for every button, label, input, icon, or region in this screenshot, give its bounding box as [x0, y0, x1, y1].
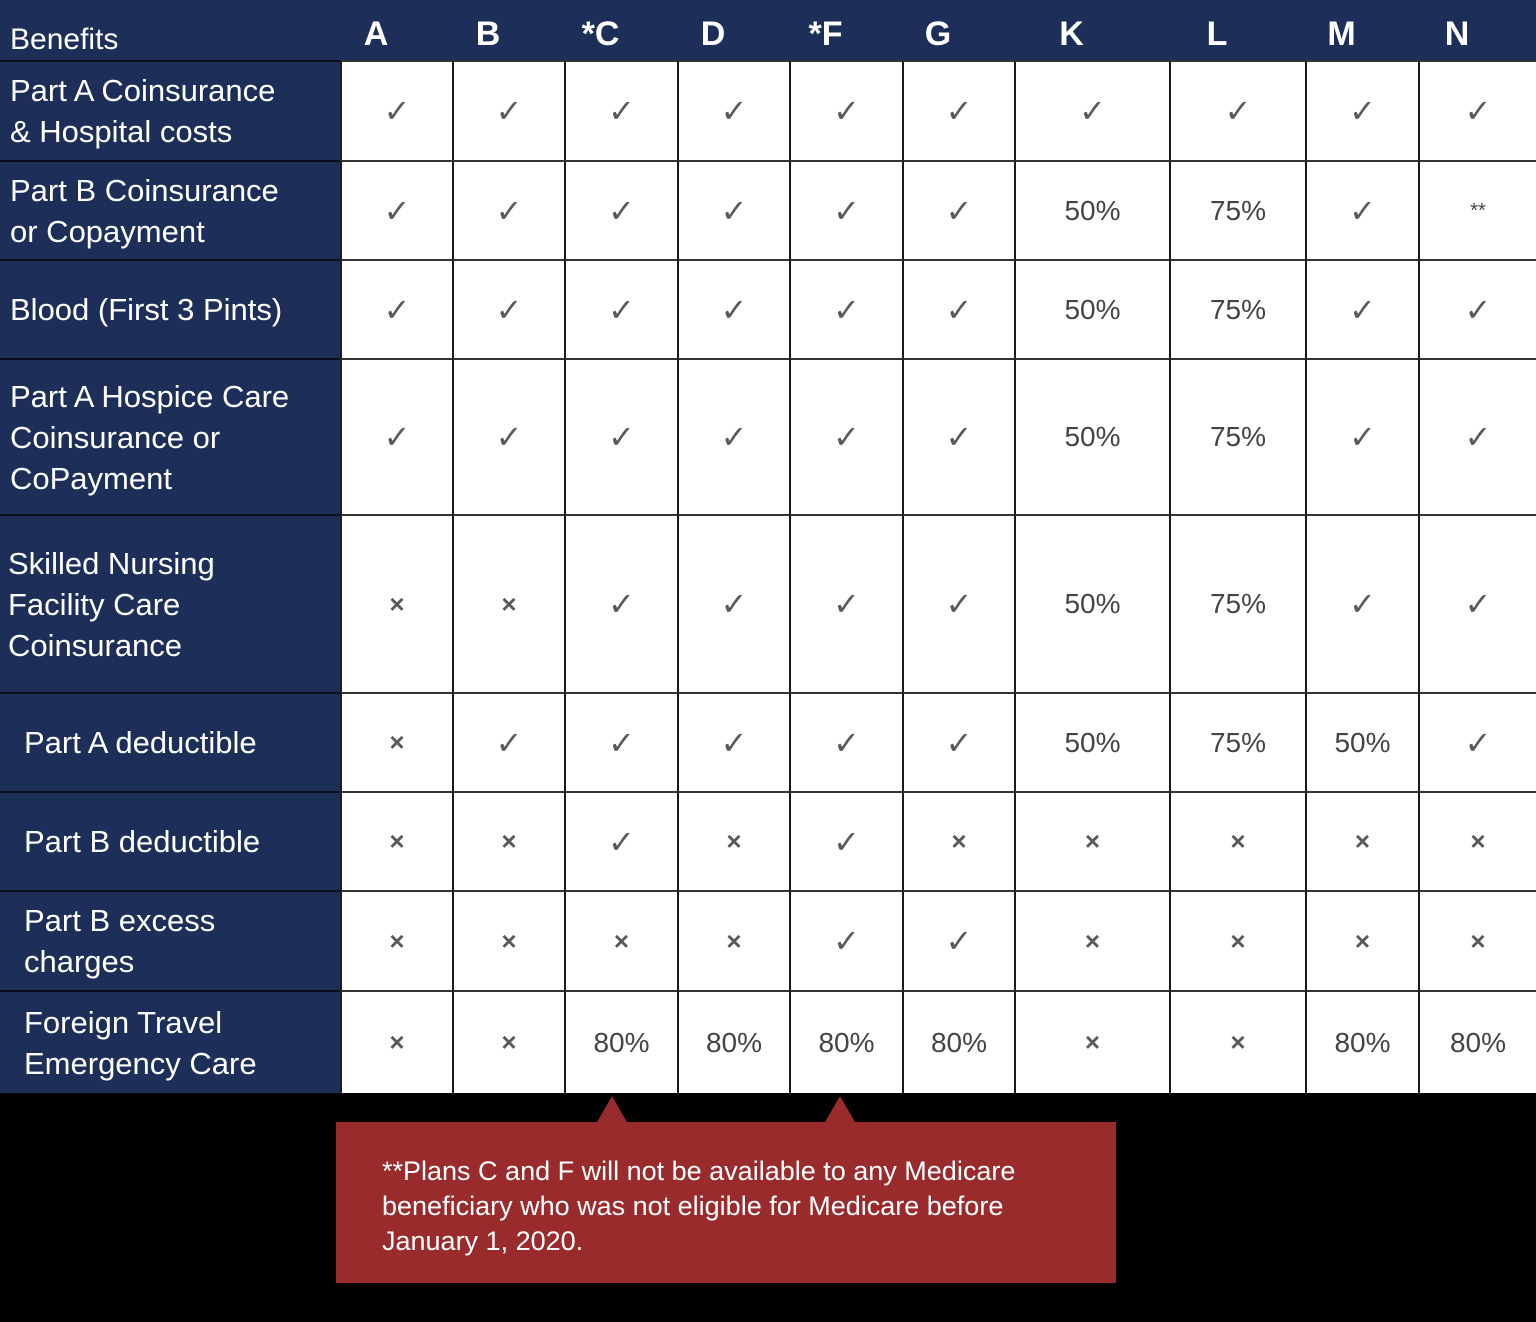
coverage-value: 80% — [677, 990, 789, 1093]
check-icon: ✓ — [789, 514, 902, 692]
footnote-text: **Plans C and F will not be available to any Medicare beneficiary who was not eligible for Medicare before January 1, 2020. — [382, 1156, 1016, 1256]
cross-icon: × — [564, 890, 677, 990]
benefits-column-header: Benefits — [10, 23, 119, 56]
benefit-label-line: charges — [24, 944, 135, 979]
check-icon: ✓ — [902, 514, 1014, 692]
benefit-label-line: Part B excess — [24, 903, 216, 938]
cross-icon: × — [1014, 990, 1169, 1093]
benefit-label-line: Part A deductible — [24, 725, 257, 760]
footnote-callout — [336, 1122, 1116, 1283]
coverage-value: 50% — [1014, 358, 1169, 514]
check-icon: ✓ — [789, 791, 902, 890]
plan-header-m: M — [1327, 14, 1356, 53]
check-icon: ✓ — [1169, 60, 1305, 160]
coverage-value: 80% — [564, 990, 677, 1093]
check-icon: ✓ — [340, 259, 452, 358]
check-icon: ✓ — [1305, 259, 1418, 358]
benefit-label-line: or Copayment — [10, 213, 205, 249]
cross-icon: × — [340, 692, 452, 791]
plan-header-d: D — [700, 14, 726, 53]
check-icon: ✓ — [677, 60, 789, 160]
benefit-label-line: & Hospital costs — [10, 114, 233, 149]
check-icon: ✓ — [564, 791, 677, 890]
benefit-label-line: CoPayment — [10, 460, 172, 496]
check-icon: ✓ — [789, 259, 902, 358]
coverage-value: 75% — [1169, 160, 1305, 259]
cross-icon: × — [1169, 791, 1305, 890]
coverage-value: 50% — [1014, 692, 1169, 791]
cross-icon: × — [452, 890, 564, 990]
check-icon: ✓ — [902, 60, 1014, 160]
benefit-label-line: Coinsurance or — [10, 419, 221, 455]
cross-icon: × — [902, 791, 1014, 890]
check-icon: ✓ — [677, 259, 789, 358]
check-icon: ✓ — [452, 160, 564, 259]
check-icon: ✓ — [902, 160, 1014, 259]
check-icon: ✓ — [1418, 514, 1536, 692]
benefit-label-line: Part B deductible — [24, 824, 261, 859]
coverage-value: 75% — [1169, 514, 1305, 692]
check-icon: ✓ — [902, 259, 1014, 358]
check-icon: ✓ — [564, 160, 677, 259]
check-icon: ✓ — [677, 692, 789, 791]
check-icon: ✓ — [452, 60, 564, 160]
plan-header-c: *C — [581, 14, 620, 53]
benefit-label-line: Skilled Nursing — [8, 545, 215, 581]
check-icon: ✓ — [789, 692, 902, 791]
benefit-label — [0, 160, 340, 259]
check-icon: ✓ — [452, 692, 564, 791]
coverage-value: 50% — [1014, 160, 1169, 259]
cross-icon: × — [1169, 890, 1305, 990]
check-icon: ✓ — [340, 358, 452, 514]
check-icon: ✓ — [677, 514, 789, 692]
coverage-value: 50% — [1014, 514, 1169, 692]
callout-pointer-c — [597, 1096, 627, 1122]
cross-icon: × — [1305, 791, 1418, 890]
check-icon: ✓ — [564, 692, 677, 791]
check-icon: ✓ — [1305, 160, 1418, 259]
coverage-value: 75% — [1169, 259, 1305, 358]
benefit-label — [0, 990, 340, 1093]
cross-icon: × — [1418, 890, 1536, 990]
check-icon: ✓ — [677, 160, 789, 259]
plan-header-f: *F — [808, 14, 843, 53]
cross-icon: × — [1014, 890, 1169, 990]
check-icon: ✓ — [1418, 259, 1536, 358]
coverage-value: 50% — [1014, 259, 1169, 358]
callout-pointer-f — [825, 1096, 855, 1122]
coverage-value: 75% — [1169, 692, 1305, 791]
coverage-value: 80% — [902, 990, 1014, 1093]
check-icon: ✓ — [1418, 60, 1536, 160]
check-icon: ✓ — [452, 259, 564, 358]
check-icon: ✓ — [902, 890, 1014, 990]
check-icon: ✓ — [564, 358, 677, 514]
cross-icon: × — [452, 514, 564, 692]
benefit-label — [0, 890, 340, 990]
benefit-label-line: Blood (First 3 Pints) — [10, 292, 283, 327]
check-icon: ✓ — [1305, 358, 1418, 514]
benefit-label-line: Facility Care — [8, 586, 181, 622]
benefit-label-line: Part A Coinsurance — [10, 73, 276, 108]
footnote-marker: ** — [1418, 160, 1536, 259]
benefit-label-line: Part A Hospice Care — [10, 378, 290, 414]
plan-header-k: K — [1059, 14, 1084, 53]
benefit-label — [0, 358, 340, 514]
benefit-label — [0, 514, 340, 692]
check-icon: ✓ — [340, 60, 452, 160]
check-icon: ✓ — [1418, 692, 1536, 791]
cross-icon: × — [340, 990, 452, 1093]
check-icon: ✓ — [452, 358, 564, 514]
cross-icon: × — [1305, 890, 1418, 990]
check-icon: ✓ — [902, 358, 1014, 514]
check-icon: ✓ — [789, 60, 902, 160]
check-icon: ✓ — [677, 358, 789, 514]
check-icon: ✓ — [1014, 60, 1169, 160]
benefit-label-line: Emergency Care — [24, 1045, 257, 1081]
cross-icon: × — [677, 890, 789, 990]
check-icon: ✓ — [564, 259, 677, 358]
coverage-value: 50% — [1305, 692, 1418, 791]
benefit-label-line: Part B Coinsurance — [10, 172, 279, 208]
cross-icon: × — [1169, 990, 1305, 1093]
coverage-value: 80% — [1418, 990, 1536, 1093]
check-icon: ✓ — [564, 60, 677, 160]
coverage-value: 80% — [789, 990, 902, 1093]
benefit-label-line: Coinsurance — [8, 627, 183, 663]
plan-header-a: A — [363, 14, 389, 53]
check-icon: ✓ — [1305, 514, 1418, 692]
cross-icon: × — [677, 791, 789, 890]
cross-icon: × — [1418, 791, 1536, 890]
check-icon: ✓ — [789, 358, 902, 514]
benefit-label — [0, 60, 340, 160]
check-icon: ✓ — [1418, 358, 1536, 514]
cross-icon: × — [340, 890, 452, 990]
cross-icon: × — [340, 791, 452, 890]
check-icon: ✓ — [340, 160, 452, 259]
cross-icon: × — [452, 791, 564, 890]
coverage-value: 80% — [1305, 990, 1418, 1093]
cross-icon: × — [452, 990, 564, 1093]
benefit-label — [0, 791, 340, 890]
plan-header-l: L — [1206, 14, 1228, 53]
plan-header-b: B — [475, 14, 501, 53]
benefit-label — [0, 692, 340, 791]
plan-header-n: N — [1444, 14, 1470, 53]
benefit-label-line: Foreign Travel — [24, 1004, 223, 1040]
check-icon: ✓ — [902, 692, 1014, 791]
plan-header-g: G — [924, 14, 952, 53]
check-icon: ✓ — [1305, 60, 1418, 160]
coverage-value: 75% — [1169, 358, 1305, 514]
cross-icon: × — [1014, 791, 1169, 890]
check-icon: ✓ — [789, 160, 902, 259]
benefit-label — [0, 259, 340, 358]
check-icon: ✓ — [789, 890, 902, 990]
check-icon: ✓ — [564, 514, 677, 692]
cross-icon: × — [340, 514, 452, 692]
